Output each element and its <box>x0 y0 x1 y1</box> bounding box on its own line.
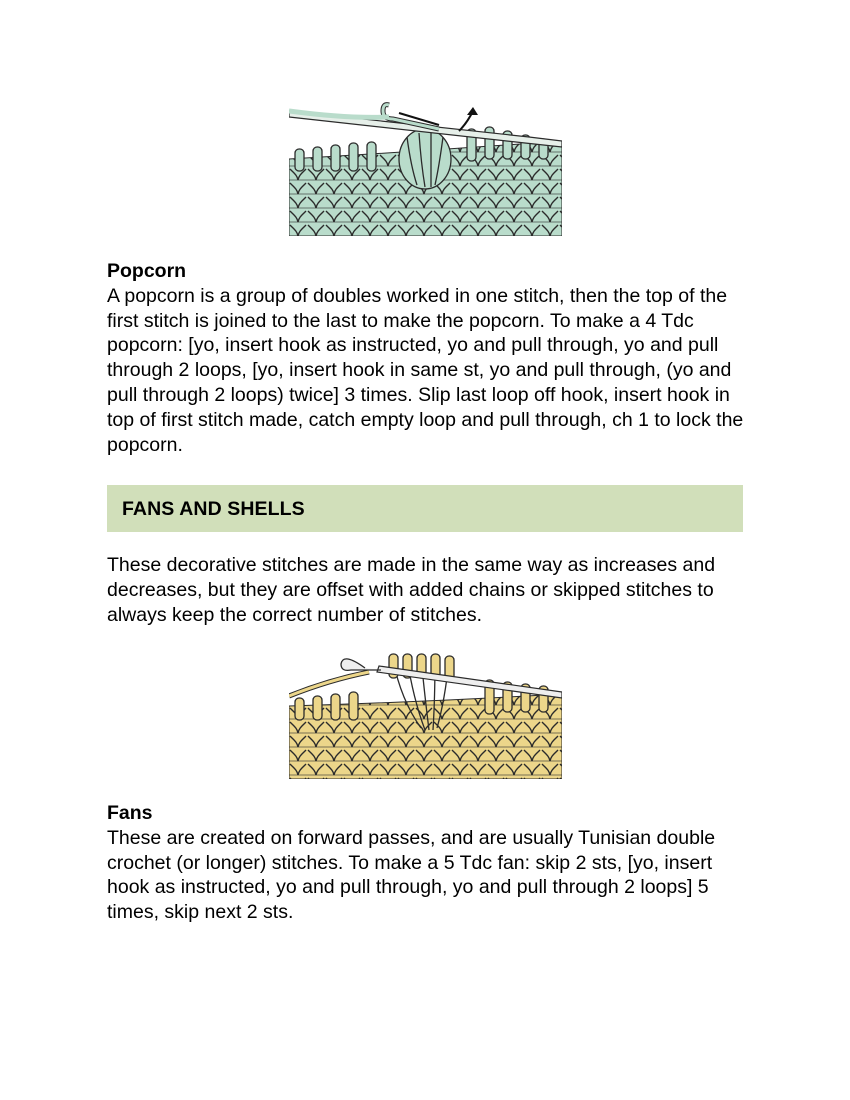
section-header-bar <box>107 485 743 532</box>
fans-body: These are created on forward passes, and are usually Tunisian double crochet (or longer) stitches. To make a 5 Tdc fan: skip 2 sts, [yo, insert hook as instructed, yo and pull through, yo and pull through 2 loops] 5 times, skip next 2 sts. <box>107 826 716 924</box>
popcorn-heading: Popcorn <box>107 260 187 282</box>
fans-section <box>107 801 747 925</box>
fans-stitch-illustration <box>289 650 562 779</box>
fans-heading: Fans <box>107 802 153 824</box>
popcorn-stitch-illustration <box>289 97 562 236</box>
intro-body: These decorative stitches are made in the same way as increases and decreases, but they are offset with added chains or skipped stitches to always keep the correct number of stitches. <box>107 554 716 626</box>
popcorn-body: A popcorn is a group of doubles worked in one stitch, then the top of the first stitch is joined to the last to make the popcorn. To make a 4 Tdc popcorn: [yo, insert hook as instructed, yo and pull through, yo and pull through 2 loops, [yo, insert hook in same st, yo and pull through, (yo and pull through 2 loops) twice] 3 times. Slip last loop off hook, insert hook in top of first stitch made, catch empty loop and pull through, ch 1 to lock the popcorn. <box>107 284 744 456</box>
fans-and-shells-intro <box>107 553 747 627</box>
popcorn-section <box>107 259 747 457</box>
section-title: FANS AND SHELLS <box>122 498 305 520</box>
